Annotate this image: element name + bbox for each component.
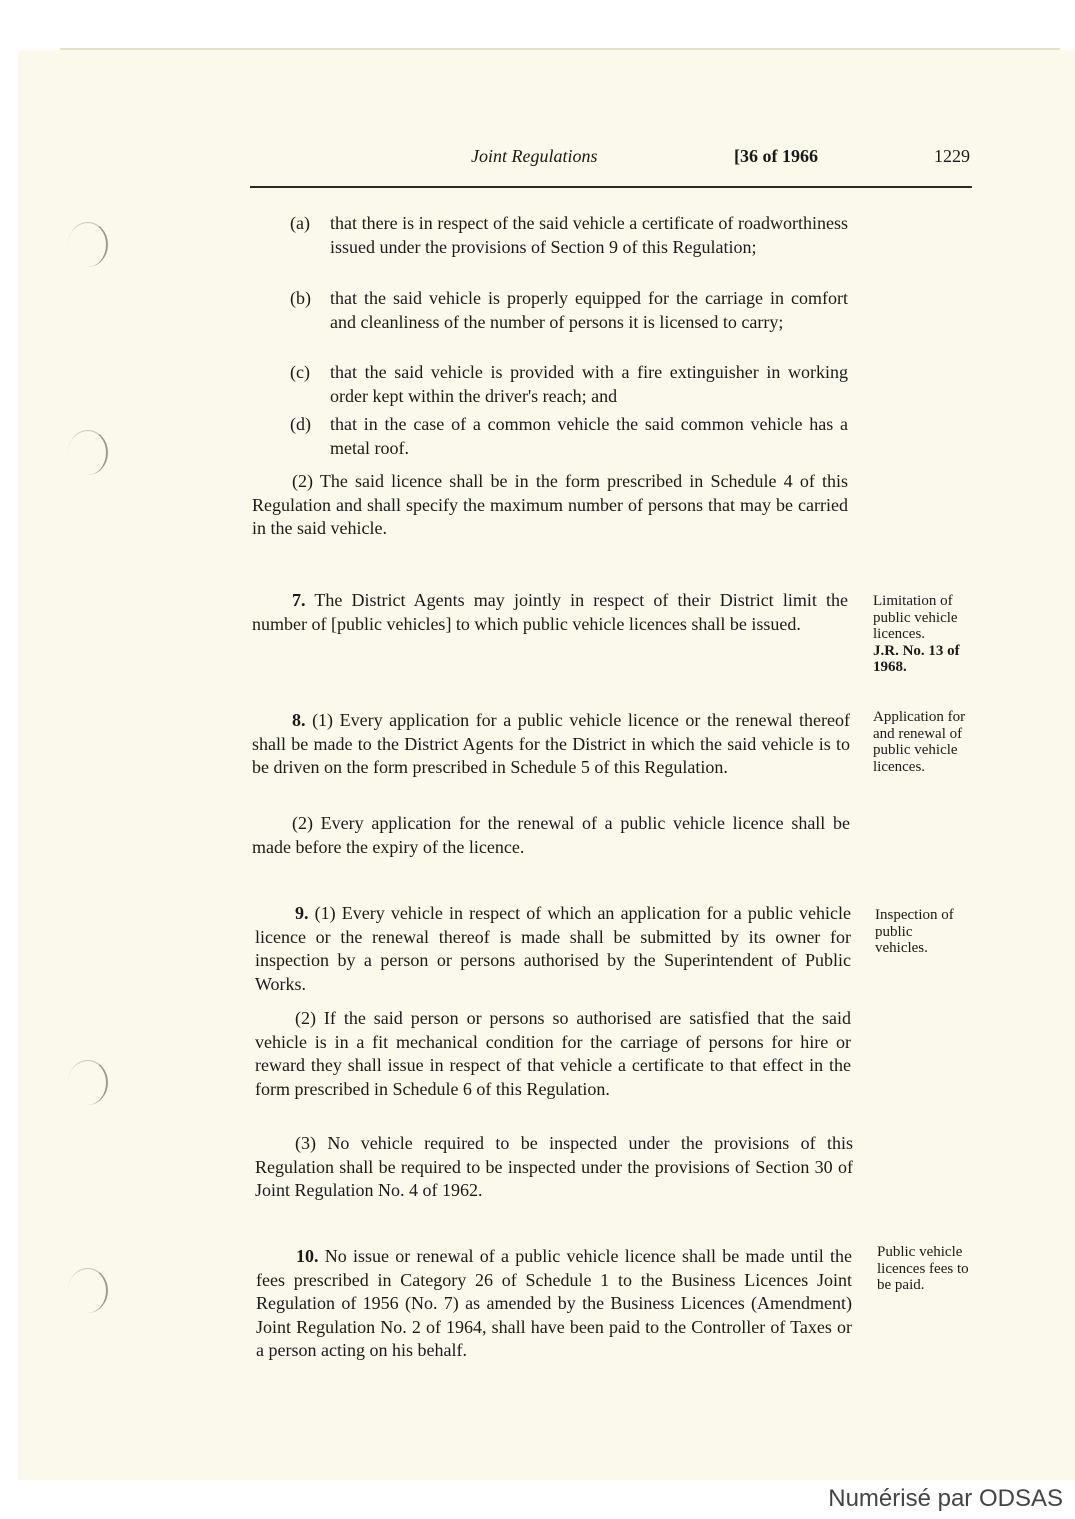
header-act-reference: [36 of 1966 <box>734 146 818 166</box>
section-7 <box>252 589 848 636</box>
page-number: 1229 <box>934 146 970 166</box>
margin-note-section-10: Public vehicle licences fees to be paid. <box>877 1244 969 1293</box>
page-edge <box>60 48 1060 50</box>
punch-hole-1 <box>68 222 108 267</box>
section-10 <box>256 1245 852 1363</box>
header-rule <box>250 186 972 188</box>
condition-label: (d) <box>290 414 311 434</box>
section-7-text: The District Agents may jointly in respect of their District limit the number of [public vehicles] to which public vehicle licences shall be issued. <box>252 590 848 634</box>
margin-note-text: Limitation of public vehicle licences. <box>873 593 958 642</box>
amendment-reference: J.R. No. 13 of 1968. <box>873 642 960 675</box>
section-9-para-3: (3) No vehicle required to be inspected under the provisions of this Regulation shall be required to be inspected under the provisions of Section 30 of Joint Regulation No. 4 of 1962. <box>255 1133 853 1200</box>
section-10-text: No issue or renewal of a public vehicle licence shall be made until the fees prescribed in Category 26 of Schedule 1 to the Business Licences Joint Regulation of 1956 (No. 7) as amended by the Business Licences (Amendment) Joint Regulation No. 2 of 1964, shall have been paid to the Controller of Taxes or a person acting on his behalf. <box>256 1246 852 1360</box>
section-number: 8. <box>292 710 306 730</box>
condition-text: that in the case of a common vehicle the said common vehicle has a metal roof. <box>330 414 848 458</box>
header-title: Joint Regulations <box>471 146 598 166</box>
section-8-para-1-text: (1) Every application for a public vehicle licence or the renewal thereof shall be made to the District Agents for the District in which the said vehicle is to be driven on the form prescribed in Schedule 5 of this Regulation. <box>252 710 850 777</box>
punch-hole-3 <box>68 1060 108 1105</box>
condition-text: that the said vehicle is properly equipped for the carriage in comfort and cleanliness of the number of persons it is licensed to carry; <box>330 288 848 332</box>
margin-note-section-7 <box>873 593 973 676</box>
section-9-para-2: (2) If the said person or persons so authorised are satisfied that the said vehicle is in a fit mechanical condition for the carriage of persons for hire or reward they shall issue in respect of that vehicle a certificate to that effect in the form prescribed in Schedule 6 of this Regulation. <box>255 1008 851 1099</box>
section-8-para-1 <box>252 709 850 780</box>
condition-label: (b) <box>290 288 311 308</box>
punch-hole-2 <box>68 430 108 475</box>
paragraph-6-2: (2) The said licence shall be in the form prescribed in Schedule 4 of this Regulation and shall specify the maximum number of persons that may be carried in the said vehicle. <box>252 471 848 538</box>
section-8-para-2: (2) Every application for the renewal of a public vehicle licence shall be made before the expiry of the licence. <box>252 813 850 857</box>
section-number: 9. <box>295 903 309 923</box>
margin-note-section-8: Application for and renewal of public vehicle licences. <box>873 709 966 775</box>
section-9-para-1-text: (1) Every vehicle in respect of which an application for a public vehicle licence or the renewal thereof is made shall be submitted by its owner for inspection by a person or persons authorised by the Superintendent of Public Works. <box>255 903 852 994</box>
digitization-watermark: Numérisé par ODSAS <box>828 1485 1063 1512</box>
section-number: 7. <box>292 590 306 610</box>
running-header <box>250 146 972 176</box>
condition-text: that there is in respect of the said vehicle a certificate of roadworthiness issued under the provisions of Section 9 of this Regulation; <box>330 213 848 257</box>
condition-label: (a) <box>290 213 310 233</box>
section-9-para-1 <box>255 902 851 996</box>
section-number: 10. <box>296 1246 319 1266</box>
margin-note-section-9: Inspection of public vehicles. <box>875 907 954 956</box>
condition-text: that the said vehicle is provided with a fire extinguisher in working order kept within the driver's reach; and <box>330 362 848 406</box>
condition-label: (c) <box>290 362 310 382</box>
punch-hole-4 <box>68 1268 108 1313</box>
